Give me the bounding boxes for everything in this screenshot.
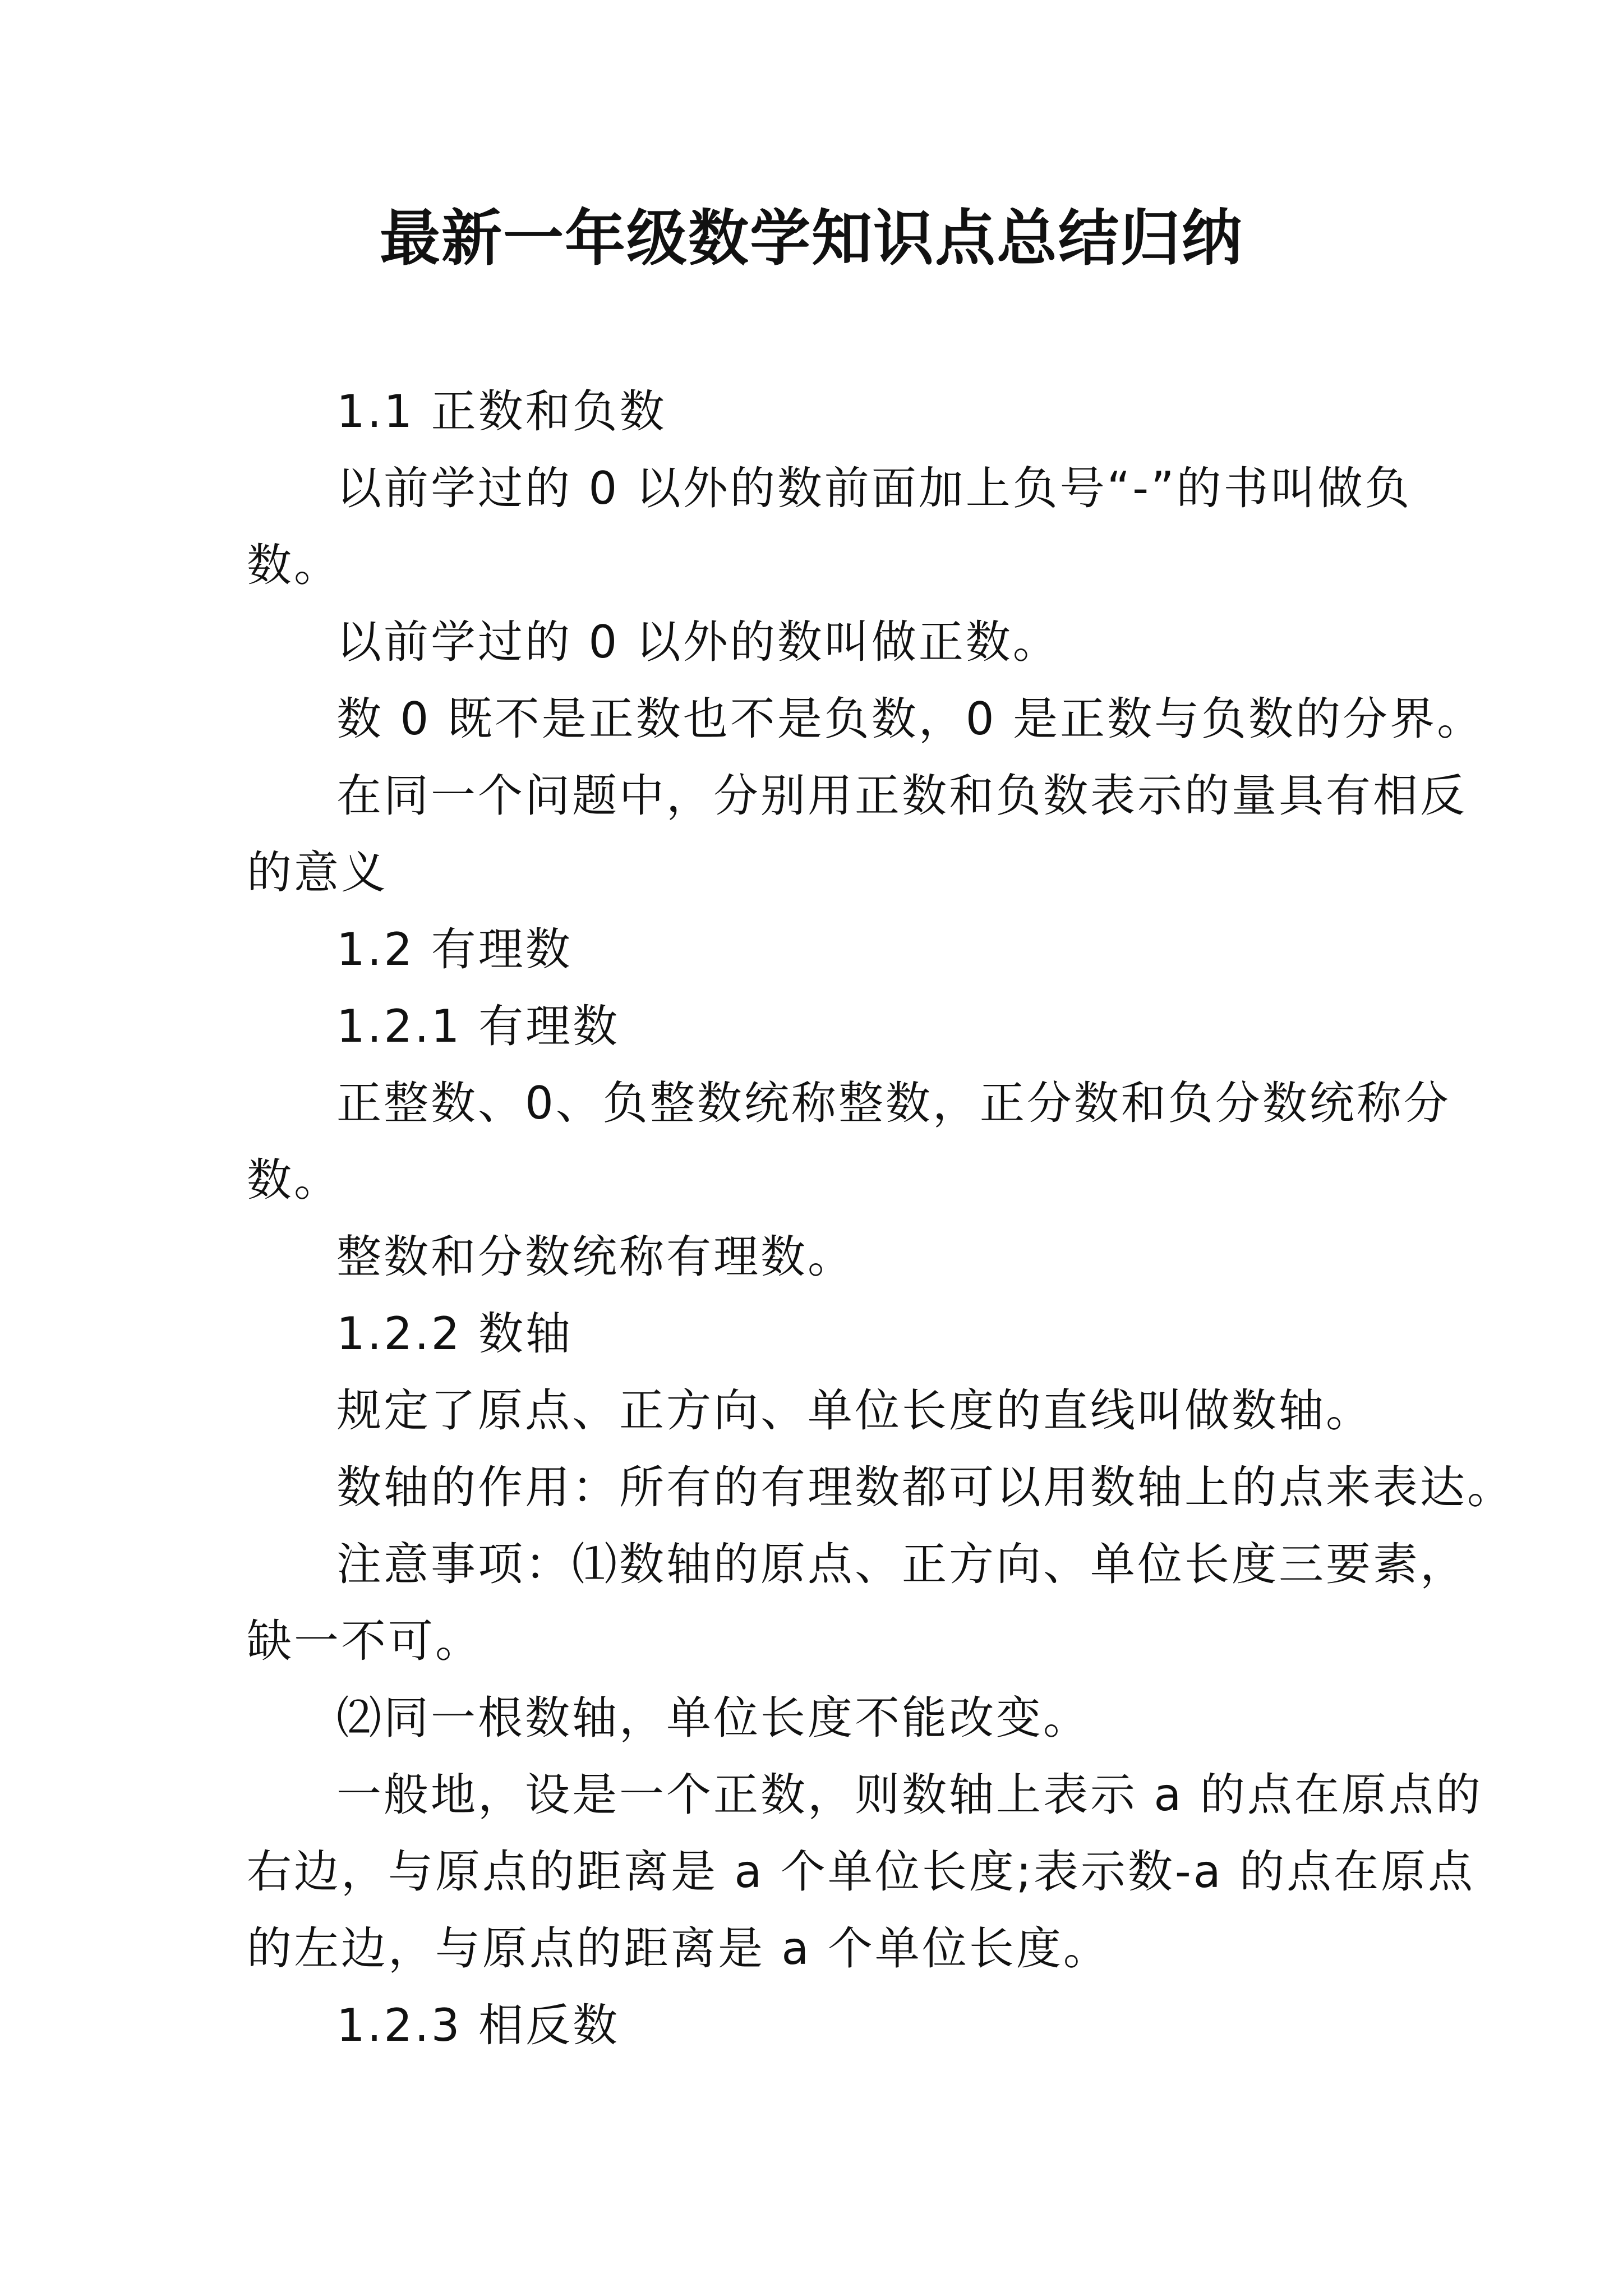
document-title: 最新一年级数学知识点总结归纳 [379, 203, 1243, 274]
paragraph-line: 整数和分数统称有理数。 [336, 1231, 855, 1283]
paragraph-line: 在同一个问题中，分别用正数和负数表示的量具有相反 [336, 770, 1467, 822]
section-heading-1-2-3: 1.2.3 相反数 [336, 1999, 620, 2051]
paragraph-line: 数。 [247, 539, 341, 591]
paragraph-line: 数 0 既不是正数也不是负数，0 是正数与负数的分界。 [336, 693, 1484, 745]
paragraph-line: 以前学过的 0 以外的数叫做正数。 [336, 616, 1060, 668]
paragraph-line: 缺一不可。 [247, 1615, 482, 1667]
paragraph-line: 以前学过的 0 以外的数前面加上负号“-”的书叫做负 [336, 462, 1412, 514]
section-heading-1-2-2: 1.2.2 数轴 [336, 1308, 573, 1360]
paragraph-line: 正整数、0、负整数统称整数，正分数和负分数统称分 [336, 1077, 1451, 1129]
paragraph-line: 的意义 [247, 846, 388, 899]
paragraph-line: 规定了原点、正方向、单位长度的直线叫做数轴。 [336, 1384, 1373, 1437]
paragraph-line: 右边，与原点的距离是 a 个单位长度;表示数-a 的点在原点 [247, 1846, 1476, 1898]
section-heading-1-2-1: 1.2.1 有理数 [336, 1000, 620, 1052]
section-heading-1-1: 1.1 正数和负数 [336, 385, 667, 438]
paragraph-line: 数轴的作用：所有的有理数都可以用数轴上的点来表达。 [336, 1461, 1514, 1513]
paragraph-line: 的左边，与原点的距离是 a 个单位长度。 [247, 1922, 1110, 1975]
paragraph-line: ⑵同一根数轴，单位长度不能改变。 [336, 1692, 1090, 1744]
paragraph-line: 数。 [247, 1154, 341, 1206]
paragraph-line: 一般地，设是一个正数，则数轴上表示 a 的点在原点的 [336, 1769, 1483, 1821]
section-heading-1-2: 1.2 有理数 [336, 923, 573, 976]
paragraph-line: 注意事项：⑴数轴的原点、正方向、单位长度三要素， [336, 1538, 1467, 1590]
